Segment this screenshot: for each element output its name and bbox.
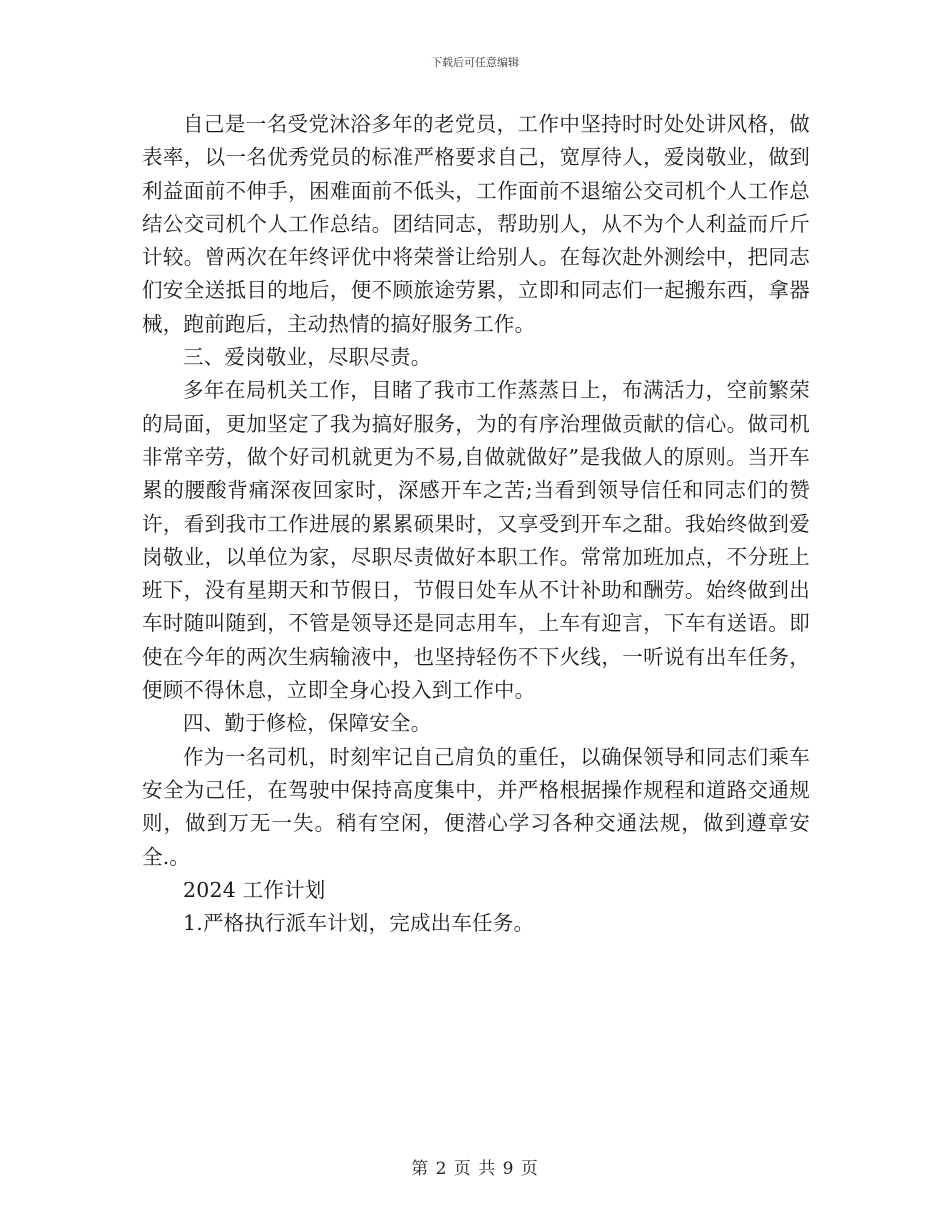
- page-footer: [0, 1154, 950, 1179]
- footer-suffix: 页: [514, 1159, 539, 1179]
- plan-heading: 2024 工作计划: [183, 877, 326, 902]
- document-body: [142, 108, 810, 940]
- page-header: 下载后可任意编辑: [431, 56, 519, 69]
- footer-prefix: 第: [411, 1159, 436, 1179]
- section-heading-dedication: 三、爱岗敬业，尽职尽责。: [183, 345, 432, 370]
- paragraph-safety: 作为一名司机，时刻牢记自己肩负的重任，以确保领导和同志们乘车安全为己任，在驾驶中保持高度集中，并严格根据操作规程和道路交通规则，做到万无一失。稍有空闲，便潜心学习各种交通法规，做到遵章安全.。: [142, 744, 810, 869]
- total-pages-number: 9: [502, 1159, 515, 1179]
- section-heading-maintenance: 四、勤于修检，保障安全。: [183, 711, 432, 736]
- paragraph-dedication: 多年在局机关工作，目睹了我市工作蒸蒸日上，布满活力，空前繁荣的局面，更加坚定了我为搞好服务，为的有序治理做贡献的信心。做司机非常辛劳，做个好司机就更为不易,自做就做好”是我做人的原则。当开车累的腰酸背痛深夜回家时，深感开车之苦;当看到领导信任和同志们的赞许，看到我市工作进展的累累硕果时，又享受到开车之甜。我始终做到爱岗敬业，以单位为家，尽职尽责做好本职工作。常常加班加点，不分班上班下，没有星期天和节假日，节假日处车从不计补助和酬劳。始终做到出车时随叫随到，不管是领导还是同志用车，上车有迎言，下车有送语。即使在今年的两次生病输液中，也坚持轻伤不下火线，一听说有出车任务，便顾不得休息，立即全身心投入到工作中。: [142, 378, 810, 703]
- paragraph-party-member: 自己是一名受党沐浴多年的老党员，工作中坚持时时处处讲风格，做表率，以一名优秀党员的标准严格要求自己，宽厚待人，爱岗敬业，做到利益面前不伸手，困难面前不低头，工作面前不退缩公交司机个人工作总结公交司机个人工作总结。团结同志，帮助别人，从不为个人利益而斤斤计较。曾两次在年终评优中将荣誉让给别人。在每次赴外测绘中，把同志们安全送抵目的地后，便不顾旅途劳累，立即和同志们一起搬东西，拿器械，跑前跑后，主动热情的搞好服务工作。: [142, 112, 810, 336]
- plan-item-1: 1.严格执行派车计划，完成出车任务。: [183, 911, 535, 936]
- footer-middle: 页 共: [447, 1159, 503, 1179]
- current-page-number: 2: [435, 1159, 448, 1179]
